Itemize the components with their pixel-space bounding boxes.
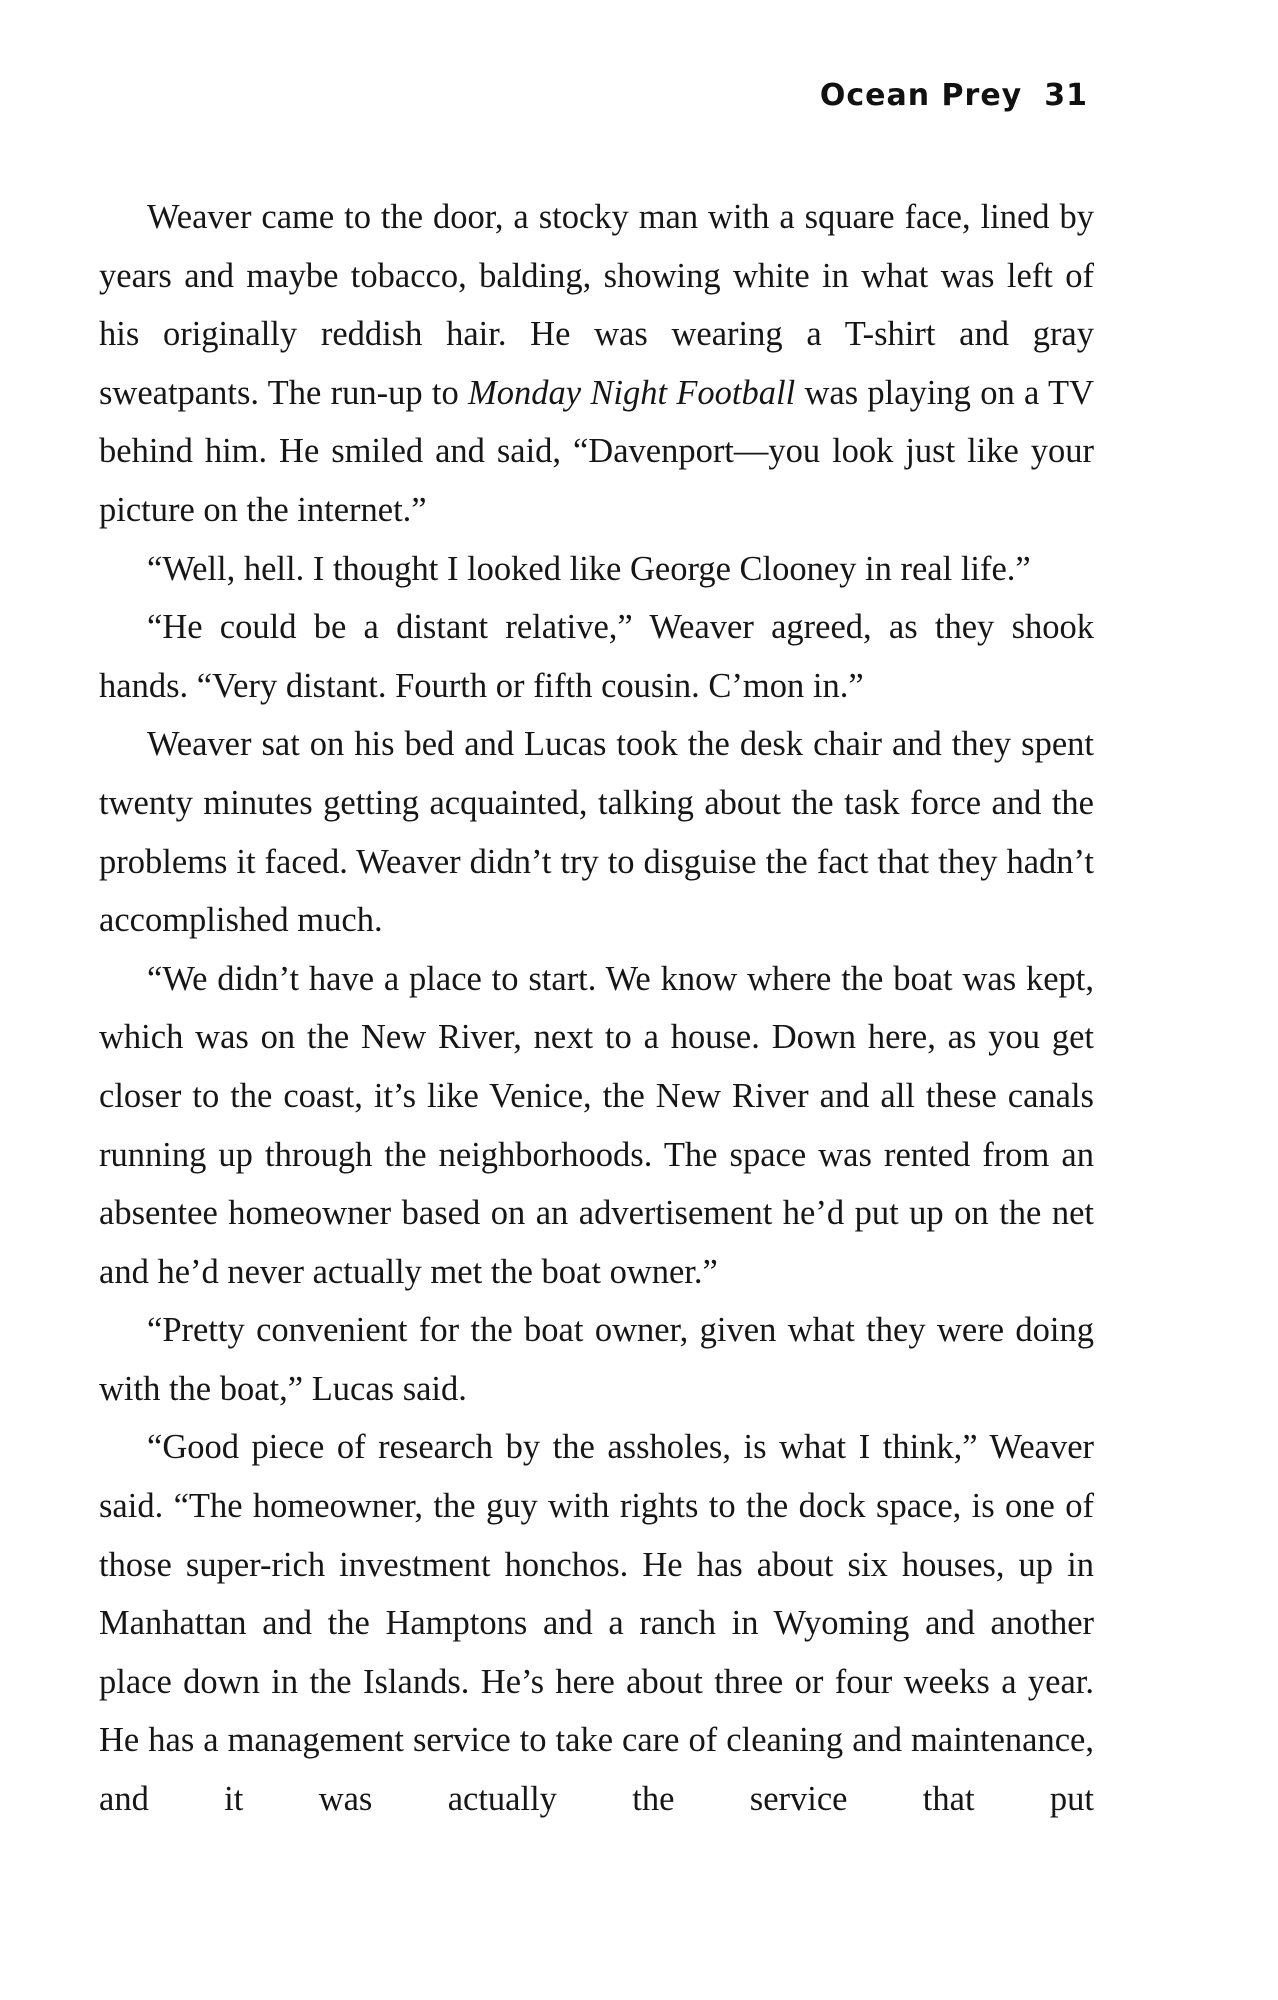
paragraph: Weaver sat on his bed and Lucas took the desk chair and they spent twenty minutes getting acquainted, talking about the task force and the problems it faced. Weaver didn’t try to disguise the fact that they hadn’t accomplished much.	[99, 725, 1094, 940]
page-number: 31	[1044, 78, 1088, 113]
paragraph-text: was playing on a TV behind him. He smiled and said, “Davenport—you look just like your picture on the internet.”	[99, 373, 1094, 529]
running-head	[820, 78, 1088, 113]
paragraph: “Pretty convenient for the boat owner, given what they were doing with the boat,” Lucas said.	[99, 1311, 1094, 1408]
paragraph: “Well, hell. I thought I looked like George Clooney in real life.”	[147, 549, 1031, 588]
paragraph: “Good piece of research by the assholes, is what I think,” Weaver said. “The homeowner, the guy with rights to the dock space, is one of those super-rich investment honchos. He has about six houses, up in Manhattan and the Hamptons and a ranch in Wyoming and another place down in the Islands. He’s here about three or four weeks a year. He has a management service to take care of cleaning and maintenance, and it was actually the service that put	[99, 1428, 1094, 1819]
body-text	[99, 188, 1094, 1829]
paragraph: “We didn’t have a place to start. We know where the boat was kept, which was on the New River, next to a house. Down here, as you get closer to the coast, it’s like Venice, the New River and all these canals running up through the neighborhoods. The space was rented from an absentee homeowner based on an advertisement he’d put up on the net and he’d never actually met the boat owner.”	[99, 959, 1094, 1291]
italic-title: Monday Night Football	[468, 373, 796, 412]
book-title: Ocean Prey	[819, 78, 1023, 113]
paragraph-text: Weaver came to the door, a stocky man with a square face, lined by years and maybe tobacco, balding, showing white in what was left of his originally reddish hair. He was wearing a T-shirt and gray sweatpants. The run-up to	[99, 198, 1094, 412]
paragraph: “He could be a distant relative,” Weaver agreed, as they shook hands. “Very distant. Fourth or fifth cousin. C’mon in.”	[99, 608, 1094, 705]
paragraph	[99, 188, 1094, 540]
